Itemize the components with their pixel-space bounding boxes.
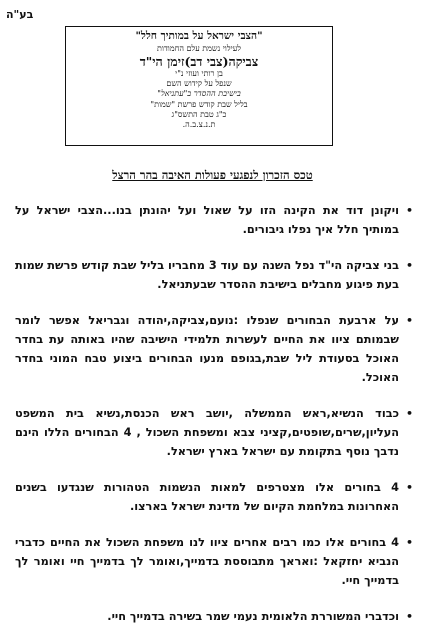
page-title: טכס הזכרון לנפגעי פעולות האיבה בהר הרצל xyxy=(112,168,313,182)
list-item-text: 4 בחורים אלו מצטרפים למאות הנשמות הטהורות שנגדעו בשנים האחרונות במלחמת הקיום של מדינת ישראל בארצו. xyxy=(15,481,399,513)
memorial-place: בישיבת ההסדר ב"עתניאל" xyxy=(157,89,241,98)
memorial-verse: "הצבי ישראל על במותיך חלל" xyxy=(135,30,263,42)
list-item-text: על ארבעת הבחורים שנפלו :נועם,צביקה,יהודה וגבריאל אפשר לומר שבמותם ציוו את החיים לעשרות תלמידי הישיבה שהיו באותה עת בחדר האוכל בסעודת ליל שבת,בגופם מנעו הבחורים ביצוע טבח המוני בחדר האוכל. xyxy=(15,314,399,384)
bullet-icon: • xyxy=(405,536,413,549)
bullet-icon: • xyxy=(405,481,413,494)
list-item-text: ויקונן דוד את הקינה הזו על שאול ועל יהונתן בנו...הצבי ישראל על במותיך חלל איך נפלו גיבורים. xyxy=(15,204,399,236)
bsd-header: בע"ה xyxy=(6,8,34,21)
list-item xyxy=(15,404,413,461)
speech-body xyxy=(15,201,413,643)
memorial-date: כ"ג טבת התשס"ג xyxy=(171,109,227,119)
list-item xyxy=(15,256,413,294)
list-item-text: כבוד הנשיא,ראש הממשלה ,יושב ראש הכנסת,נשיא בית המשפט העליון,שרים,שופטים,קציני צבא ומשפחת השכול , 4 הבחורים הללו הינם נדבך נוסף בתקומת עם ישראל בארץ ישראל. xyxy=(15,407,400,458)
memorial-name: צביקה(צבי דב)זימן הי"ד xyxy=(139,54,259,69)
list-item-text: 4 בחורים אלו כמו רבים אחרים ציוו לנו משפחת השכול את החיים כדברי הנביא יחזקאל :וארא‌ך מתבוססת בדמייך,ואומר לך בדמייך חיי ואומר לך בדמייך חיי. xyxy=(15,536,399,587)
bullet-icon: • xyxy=(405,314,413,327)
list-item xyxy=(15,311,413,387)
list-item xyxy=(15,201,413,239)
memorial-fell: שנפל על קידוש השם xyxy=(166,79,232,88)
memorial-box xyxy=(65,26,333,146)
list-item-text: בני צביקה הי"ד נפל השנה עם עוד 3 מחבריו בליל שבת קודש פרשת שמות בעת פיגוע מחבלים בישיבת ההסדר שבעתניאל. xyxy=(15,259,399,291)
bullet-icon: • xyxy=(405,407,413,420)
memorial-dedication: לעילוי נשמת עלם החמודות xyxy=(157,44,241,53)
list-item xyxy=(15,478,413,516)
bullet-icon: • xyxy=(405,204,413,217)
list-item xyxy=(15,607,413,626)
memorial-tnzbh: ת.נ.צ.ב.ה. xyxy=(182,119,216,129)
list-item xyxy=(15,533,413,590)
memorial-parents: בן רותי ועוזי נ"י xyxy=(175,69,223,78)
bullet-icon: • xyxy=(405,259,413,272)
list-item-text: וכדברי המשוררת הלאומית נעמי שמר בשירה בדמייך חיי. xyxy=(107,610,399,623)
bullet-icon: • xyxy=(405,610,413,623)
memorial-time: בליל שבת קודש פרשת "שמות" xyxy=(150,99,248,109)
